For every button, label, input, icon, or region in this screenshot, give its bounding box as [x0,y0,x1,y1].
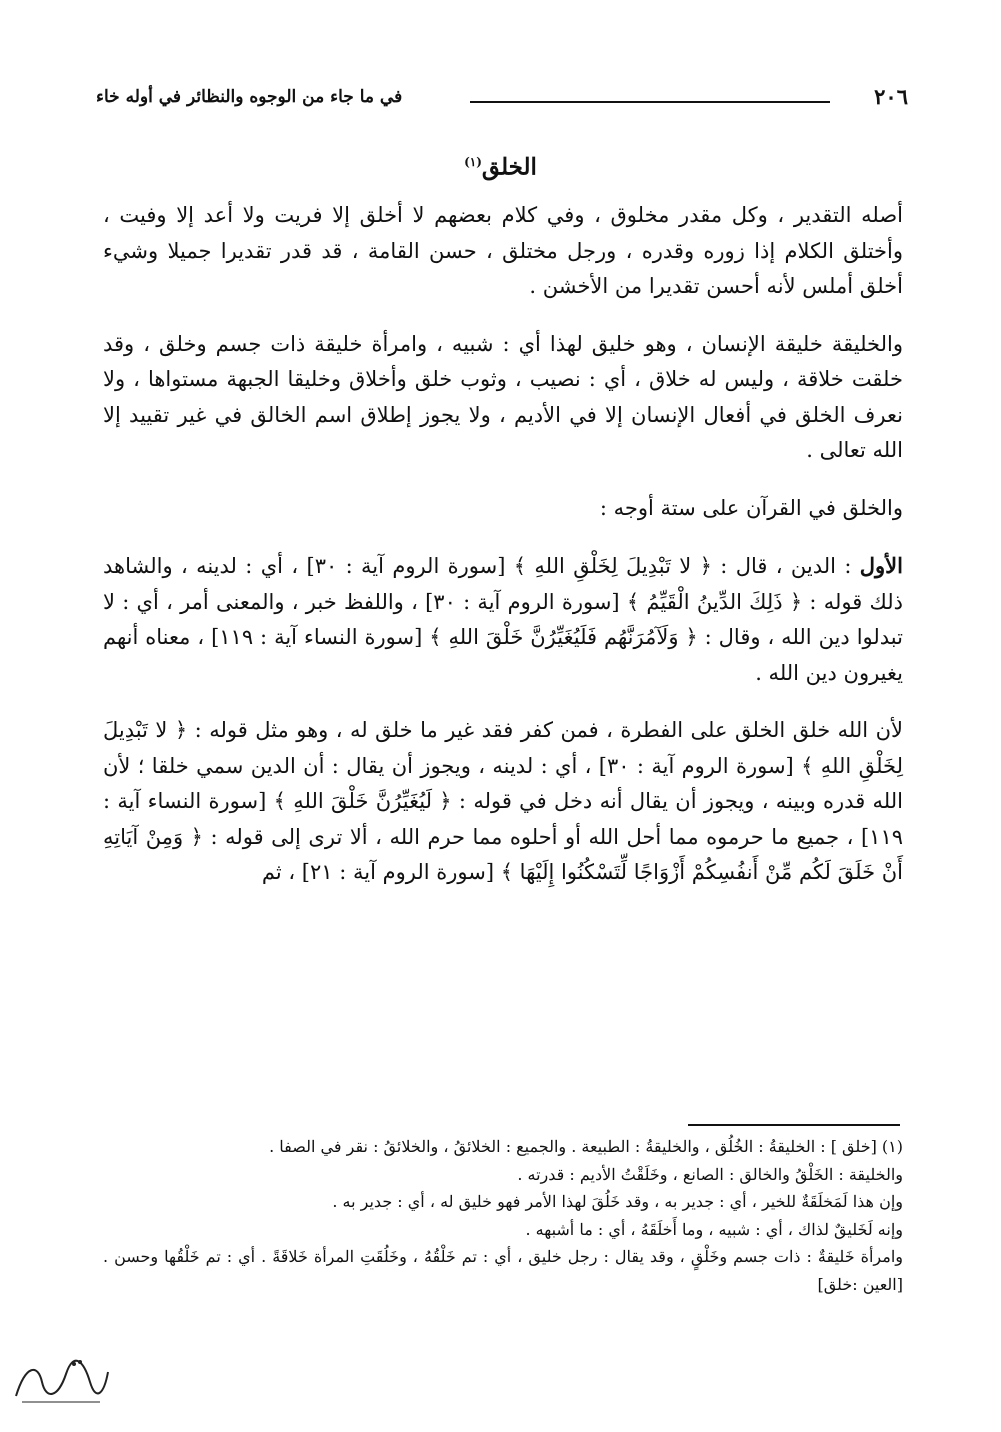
footnotes [103,1133,903,1298]
footnote-marker: (١) [464,155,482,169]
running-header [96,82,908,116]
section-title-text: الخلق [481,153,537,181]
running-title: في ما جاء من الوجوه والنظائر في أوله خاء [96,87,403,107]
paragraph-5: لأن الله خلق الخلق على الفطرة ، فمن كفر فقد غير ما خلق له ، وهو مثل قوله : ﴿ لا تَبْدِيلَ لِخَلْقِ اللهِ ﴾ [سورة الروم آية : ٣٠] ، أي : لدينه ، ويجوز أن يقال : أن الدين سمي خلقا ؛ لأن الله قدره وبينه ، ويجوز أن يقال أنه دخل في قوله : ﴿ لَيُغَيِّرُنَّ خَلْقَ اللهِ ﴾ [سورة النساء آية : ١١٩] ، جميع ما حرموه مما أحل الله أو أحلوه مما حرم الله ، ألا ترى إلى قوله : ﴿ وَمِنْ آيَاتِهِ أَنْ خَلَقَ لَكُم مِّنْ أَنفُسِكُمْ أَزْوَاجًا لِّتَسْكُنُوا إِلَيْهَا ﴾ [سورة الروم آية : ٢١] ، ثم [103,718,904,884]
footnote-line: وامرأة خَليقةٌ : ذات جسم وخَلْقٍ ، وقد يقال : رجل خليق ، أي : تم خَلْقُهُ ، وخَلُقَتِ المرأة خَلاقَةً . أي : تم خَلْقُها وحسن .[العين :خلق] [103,1247,903,1294]
paragraph-4-text: : الدين ، قال : ﴿ لا تَبْدِيلَ لِخَلْقِ اللهِ ﴾ [سورة الروم آية : ٣٠] ، أي : لدينه ، والشاهد ذلك قوله : ﴿ ذَلِكَ الدِّينُ الْقَيِّمُ ﴾ [سورة الروم آية : ٣٠] ، واللفظ خبر ، والمعنى أمر ، أي : لا تبدلوا دين الله ، وقال : ﴿ وَلَآمُرَنَّهُم فَلَيُغَيِّرُنَّ خَلْقَ اللهِ ﴾ [سورة النساء آية : ١١٩] ، معناه أنهم يغيرون دين الله . [103,554,903,685]
footnote-line: وإنه لَخَليقٌ لذاك ، أي : شبيه ، وما أَخلَقَهُ ، أي : ما أشبهه . [525,1219,903,1239]
footnote-line: وإن هذا لَمَخلَقَةٌ للخير ، أي : جدير به ، وقد خَلُقَ لهذا الأمر فهو خليق له ، أي : جدير به . [332,1192,903,1211]
header-rule [470,101,830,103]
footnote-line: (١) [خلق ] : الخليقةُ : الخُلُق ، والخليقةُ : الطبيعة . والجميع : الخلائقُ ، والخلائقُ : نقر في الصفا . [269,1137,903,1156]
paragraph-3: والخلق في القرآن على ستة أوجه : [599,495,903,520]
paragraph-lead: الأول [859,553,903,578]
main-body [103,198,903,913]
footnote-line: والخليقة : الخَلْقُ والخالق : الصانع ، وخَلَقْتُ الأديم : قدرته . [517,1164,903,1184]
page-number: ٢٠٦ [874,84,908,109]
paragraph-1: أصله التقدير ، وكل مقدر مخلوق ، وفي كلام بعضهم لا أخلق إلا فريت ولا أعد إلا وفيت ، وأختلق الكلام إذا زوره وقدره ، ورجل مختلق ، حسن القامة ، قد قدر تقديرا جميلا وشيء أخلق أملس لأنه أحسن تقديرا من الأخشن . [103,203,903,298]
paragraph-4 [103,548,903,691]
section-title [0,144,1001,186]
watermark-logo [8,1352,112,1408]
footnote-separator [688,1124,900,1126]
paragraph-2: والخليقة خليقة الإنسان ، وهو خليق لهذا أي : شبيه ، وامرأة خليقة ذات جسم وخلق ، وقد خلقت خلاقة ، وليس له خلاق ، أي : نصيب ، وثوب خلق وأخلاق وخليقا الجبهة مستواها ، ولا نعرف الخلق في أفعال الإنسان إلا في الأديم ، ولا يجوز إطلاق اسم الخالق في غير تقييد إلا الله تعالى . [103,331,903,462]
